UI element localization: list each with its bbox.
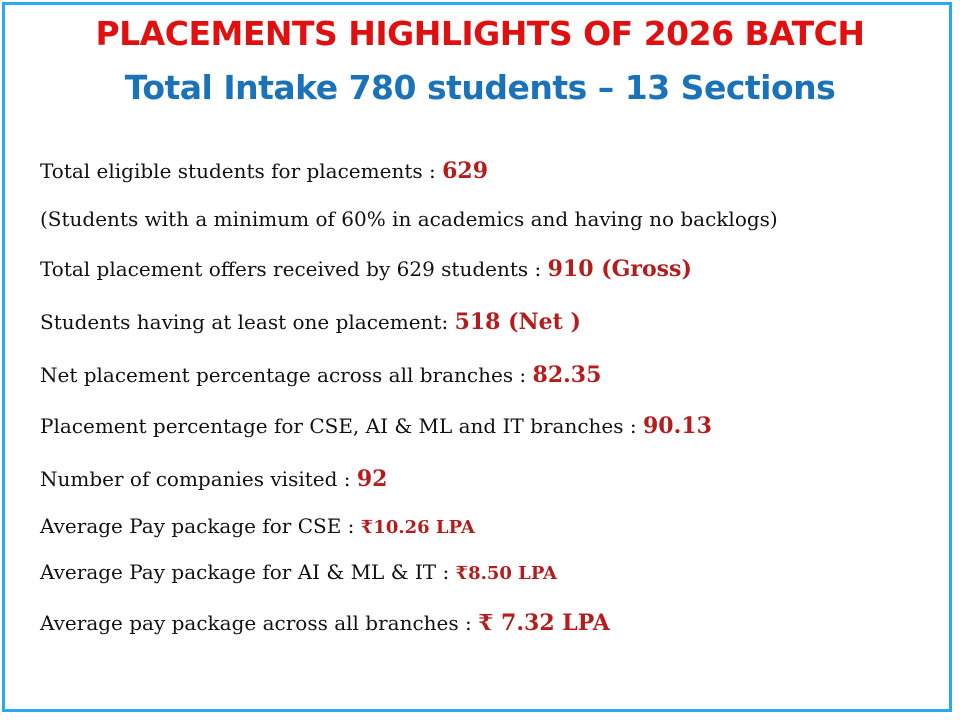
stat-value: 92 xyxy=(356,466,388,492)
stat-label: Number of companies visited : xyxy=(40,467,357,491)
stat-label: Total placement offers received by 629 students : xyxy=(40,257,548,281)
page-title: PLACEMENTS HIGHLIGHTS OF 2026 BATCH xyxy=(95,14,865,53)
stat-companies-visited xyxy=(40,466,387,492)
stat-value: 910 (Gross) xyxy=(547,256,692,282)
stat-label: Average Pay package for CSE : xyxy=(40,514,361,538)
stat-value: 629 xyxy=(442,158,489,184)
stat-avg-package-cse xyxy=(40,514,475,538)
stat-avg-package-aiml-it xyxy=(40,560,557,584)
stat-value: 82.35 xyxy=(532,362,602,388)
stat-label: Average Pay package for AI & ML & IT : xyxy=(40,560,456,584)
stat-label: Placement percentage for CSE, AI & ML and IT branches : xyxy=(40,414,643,438)
stat-students-placed xyxy=(40,309,581,335)
stat-value: ₹8.50 LPA xyxy=(455,563,558,584)
stat-value: ₹10.26 LPA xyxy=(360,517,475,538)
stat-label: (Students with a minimum of 60% in academics and having no backlogs) xyxy=(40,207,778,231)
stat-offers-received xyxy=(40,256,692,282)
slide-border xyxy=(2,2,952,712)
stat-label: Average pay package across all branches : xyxy=(40,611,479,635)
stat-eligible-students xyxy=(40,158,488,184)
page-subtitle: Total Intake 780 students – 13 Sections xyxy=(124,68,836,107)
stat-label: Total eligible students for placements : xyxy=(40,159,443,183)
stat-cse-aiml-it-percentage xyxy=(40,413,712,439)
stat-value: 90.13 xyxy=(643,413,712,439)
stat-label: Students having at least one placement: xyxy=(40,310,455,334)
stat-value: 518 (Net ) xyxy=(454,309,581,335)
stat-eligibility-note xyxy=(40,207,778,231)
stat-net-placement-percentage xyxy=(40,362,601,388)
stat-avg-package-all xyxy=(40,610,610,636)
stat-label: Net placement percentage across all branches : xyxy=(40,363,533,387)
stat-value: ₹ 7.32 LPA xyxy=(478,610,610,636)
